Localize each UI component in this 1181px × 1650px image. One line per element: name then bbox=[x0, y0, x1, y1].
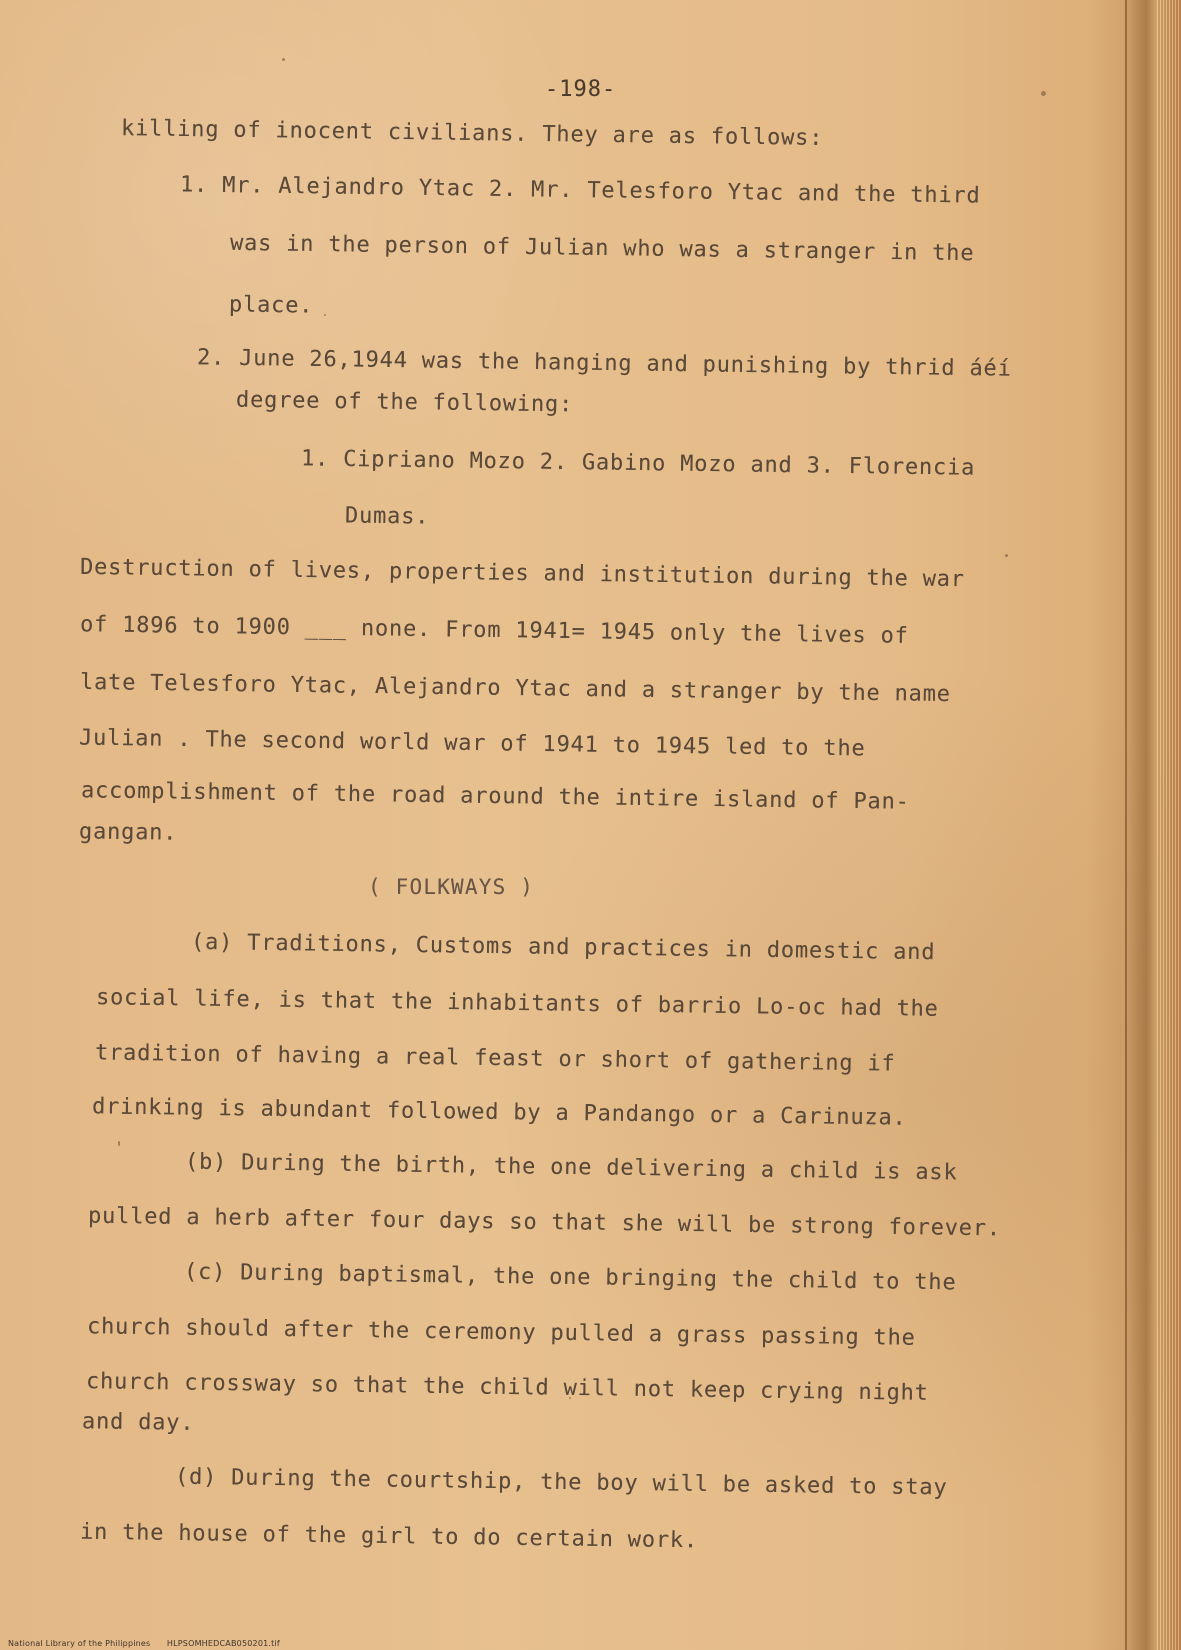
document-line: (b) During the birth, the one delivering a child is ask bbox=[184, 1149, 958, 1186]
document-line: Julian . The second world war of 1941 to 1945 led to the bbox=[78, 725, 866, 762]
ink-speck bbox=[282, 58, 285, 61]
document-line: social life, is that the inhabitants of barrio Lo-oc had the bbox=[95, 985, 939, 1022]
document-line: degree of the following: bbox=[235, 387, 574, 418]
scan-footer bbox=[8, 1640, 280, 1648]
ink-speck bbox=[1005, 554, 1008, 557]
document-line: (a) Traditions, Customs and practices in domestic and bbox=[190, 929, 936, 966]
document-line: drinking is abundant followed by a Pandango or a Carinuza. bbox=[91, 1094, 907, 1131]
document-line: pulled a herb after four days so that she will be strong forever. bbox=[87, 1203, 1002, 1242]
document-line: church should after the ceremony pulled a grass passing the bbox=[86, 1314, 916, 1351]
document-line: late Telesforo Ytac, Alejandro Ytac and a stranger by the name bbox=[79, 669, 951, 708]
footer-spacer bbox=[153, 1639, 164, 1648]
document-line: of 1896 to 1900 ___ none. From 1941= 1945 only the lives of bbox=[79, 612, 909, 649]
ink-speck bbox=[118, 1141, 120, 1146]
document-line: gangan. bbox=[78, 819, 178, 846]
ink-speck bbox=[324, 314, 326, 316]
document-line: place. bbox=[228, 292, 314, 319]
document-line: tradition of having a real feast or short of gathering if bbox=[94, 1040, 896, 1077]
document-line: (c) During baptismal, the one bringing the child to the bbox=[183, 1259, 957, 1296]
document-line: accomplishment of the road around the intire island of Pan- bbox=[80, 778, 910, 815]
ink-speck bbox=[1041, 91, 1046, 96]
page-binding-edge bbox=[1157, 0, 1181, 1650]
scan-source-label: National Library of the Philippines bbox=[8, 1639, 151, 1648]
document-line: was in the person of Julian who was a stranger in the bbox=[229, 230, 975, 267]
document-line: Destruction of lives, properties and institution during the war bbox=[79, 554, 965, 593]
document-line: and day. bbox=[81, 1409, 195, 1436]
document-line: 1. Cipriano Mozo 2. Gabino Mozo and 3. Florencia bbox=[300, 446, 976, 481]
page-number: -198- bbox=[545, 77, 617, 102]
document-line: Dumas. bbox=[344, 503, 430, 530]
document-line: church crossway so that the child will not keep crying night bbox=[85, 1369, 929, 1406]
document-line: 2. June 26,1944 was the hanging and punishing by thrid áéí bbox=[196, 345, 1012, 382]
scan-file-id: HLPSOMHEDCAB050201.tif bbox=[166, 1639, 280, 1648]
section-heading-folkways: ( FOLKWAYS ) bbox=[368, 875, 535, 899]
document-line: in the house of the girl to do certain work. bbox=[79, 1519, 699, 1554]
document-line: 1. Mr. Alejandro Ytac 2. Mr. Telesforo Ytac and the third bbox=[179, 172, 981, 209]
document-line: (d) During the courtship, the boy will be asked to stay bbox=[174, 1464, 948, 1501]
document-line: killing of inocent civilians. They are as follows: bbox=[120, 116, 824, 151]
